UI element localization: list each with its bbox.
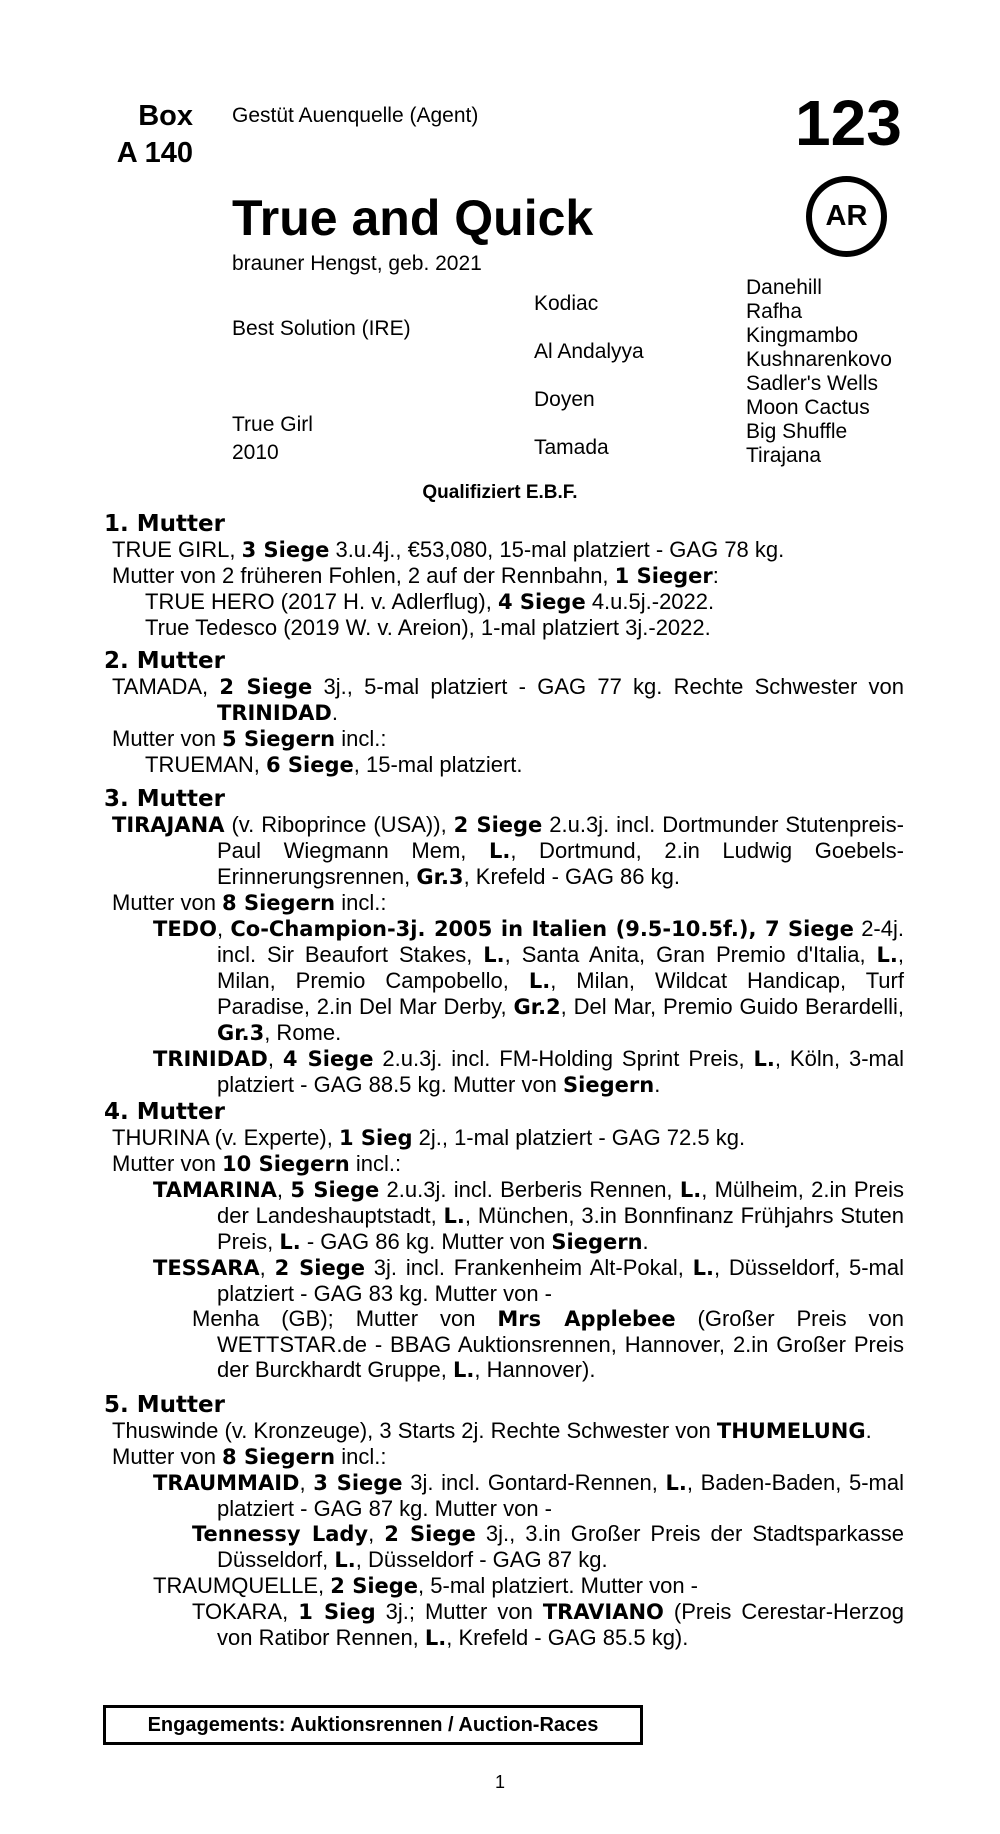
consignor-agent: Gestüt Auenquelle (Agent) [232,104,479,127]
dam-record: TAMADA, 2 Siege 3j., 5-mal platziert - GAG 77 kg. Rechte Schwester von TRINIDAD. [112,674,904,725]
dam-section-1 [104,512,904,640]
pedigree-gen3-item: Rafha [746,300,803,323]
offspring-entry: TRINIDAD, 4 Siege 2.u.3j. incl. FM-Holding Sprint Preis, L., Köln, 3-mal platziert - GAG 88.5 kg. Mutter von Siegern. [153,1046,905,1097]
pedigree-gen3-item: Big Shuffle [746,420,848,443]
offspring-entry: TRUEMAN, 6 Siege, 15-mal platziert. [145,752,523,777]
produce-summary: Mutter von 8 Siegern incl.: [112,1444,387,1469]
offspring-entry: TRAUMQUELLE, 2 Siege, 5-mal platziert. Mutter von - [153,1573,699,1598]
dam-record: THURINA (v. Experte), 1 Sieg 2j., 1-mal platziert - GAG 72.5 kg. [112,1125,746,1150]
qualification-text: Qualifiziert E.B.F. [422,482,578,503]
pedigree-gen3 [746,276,892,468]
dam-section-5 [104,1393,904,1651]
pedigree-gen2-item: Kodiac [534,292,599,315]
dam-heading: 4. Mutter [104,1099,225,1125]
pedigree-gen2-item: Doyen [534,388,595,411]
produce-summary: Mutter von 2 früheren Fohlen, 2 auf der Rennbahn, 1 Sieger: [112,563,719,588]
lot-number: 123 [795,87,902,159]
dam-section-4 [104,1100,904,1383]
dam-section-2 [104,649,904,778]
engagements-box [103,1705,643,1745]
dam-heading: 2. Mutter [104,648,225,674]
pedigree-gen3-item: Kushnarenkovo [746,348,892,371]
dam-record: Thuswinde (v. Kronzeuge), 3 Starts 2j. Rechte Schwester von THUMELUNG. [112,1418,872,1443]
pedigree-gen2-item: Tamada [534,436,609,459]
dam-heading: 5. Mutter [104,1392,225,1418]
ar-badge-icon [806,176,887,257]
pedigree-gen3-item: Sadler's Wells [746,372,878,395]
produce-summary: Mutter von 5 Siegern incl.: [112,726,387,751]
dam-heading: 1. Mutter [104,511,225,537]
box-line-2: A 140 [116,137,193,169]
pedigree-gen3-item: Tirajana [746,444,822,467]
dam-heading: 3. Mutter [104,786,225,812]
pedigree-gen3-item: Danehill [746,276,822,299]
dam-record: TIRAJANA (v. Riboprince (USA)), 2 Siege 2.u.3j. incl. Dortmunder Stutenpreis-Paul Wiegmann Mem, L., Dortmund, 2.in Ludwig Goebels-Erinnerungsrennen, Gr.3, Krefeld - GAG 86 kg. [112,812,904,889]
horse-name: True and Quick [232,190,594,246]
pedigree-dam-year: 2010 [232,441,279,464]
produce-summary: Mutter von 10 Siegern incl.: [112,1151,402,1176]
box-label [100,98,193,172]
offspring-entry: TRUE HERO (2017 H. v. Adlerflug), 4 Siege 4.u.5j.-2022. [145,589,715,614]
offspring-entry: TEDO, Co-Champion-3j. 2005 in Italien (9.5-10.5f.), 7 Siege 2-4j. incl. Sir Beaufort Stakes, L., Santa Anita, Gran Premio d'Italia, L., Milan, Premio Campobello, L., Milan, Wildcat Handicap, Turf Paradise, 2.in Del Mar Derby, Gr.2, Del Mar, Premio Guido Berardelli, Gr.3, Rome. [153,916,905,1045]
page-number: 1 [494,1772,505,1792]
offspring-entry: TRAUMMAID, 3 Siege 3j. incl. Gontard-Rennen, L., Baden-Baden, 5-mal platziert - GAG 87 kg. Mutter von - [153,1470,904,1521]
horse-description: brauner Hengst, geb. 2021 [232,252,482,275]
dam-section-3 [104,787,904,1098]
produce-summary: Mutter von 8 Siegern incl.: [112,890,387,915]
pedigree-gen3-item: Moon Cactus [746,396,870,419]
pedigree-sire: Best Solution (IRE) [232,317,411,340]
offspring-entry: TESSARA, 2 Siege 3j. incl. Frankenheim Alt-Pokal, L., Düsseldorf, 5-mal platziert - GAG 83 kg. Mutter von - [153,1255,904,1306]
engagements-text: Engagements: Auktionsrennen / Auction-Races [147,1713,599,1736]
dam-record: TRUE GIRL, 3 Siege 3.u.4j., €53,080, 15-mal platziert - GAG 78 kg. [112,537,785,562]
offspring-entry: TOKARA, 1 Sieg 3j.; Mutter von TRAVIANO (Preis Cerestar-Herzog von Ratibor Rennen, L., Krefeld - GAG 85.5 kg). [192,1599,904,1650]
ar-badge-text: AR [825,200,868,232]
pedigree-gen2-item: Al Andalyya [534,340,644,363]
offspring-entry: TAMARINA, 5 Siege 2.u.3j. incl. Berberis Rennen, L., Mülheim, 2.in Preis der Landeshauptstadt, L., München, 3.in Bonnfinanz Frühjahrs Stuten Preis, L. - GAG 86 kg. Mutter von Siegern. [153,1177,905,1254]
offspring-entry: Tennessy Lady, 2 Siege 3j., 3.in Großer Preis der Stadtsparkasse Düsseldorf, L., Düsseldorf - GAG 87 kg. [192,1521,904,1572]
offspring-entry: True Tedesco (2019 W. v. Areion), 1-mal platziert 3j.-2022. [145,615,711,640]
offspring-entry: Menha (GB); Mutter von Mrs Applebee (Großer Preis von WETTSTAR.de - BBAG Auktionsrennen, Hannover, 2.in Großer Preis der Burckhardt Gruppe, L., Hannover). [192,1306,904,1382]
box-line-1: Box [138,100,193,132]
pedigree-dam: True Girl [232,413,313,436]
qualification [0,482,1000,504]
pedigree-gen3-item: Kingmambo [746,324,859,347]
